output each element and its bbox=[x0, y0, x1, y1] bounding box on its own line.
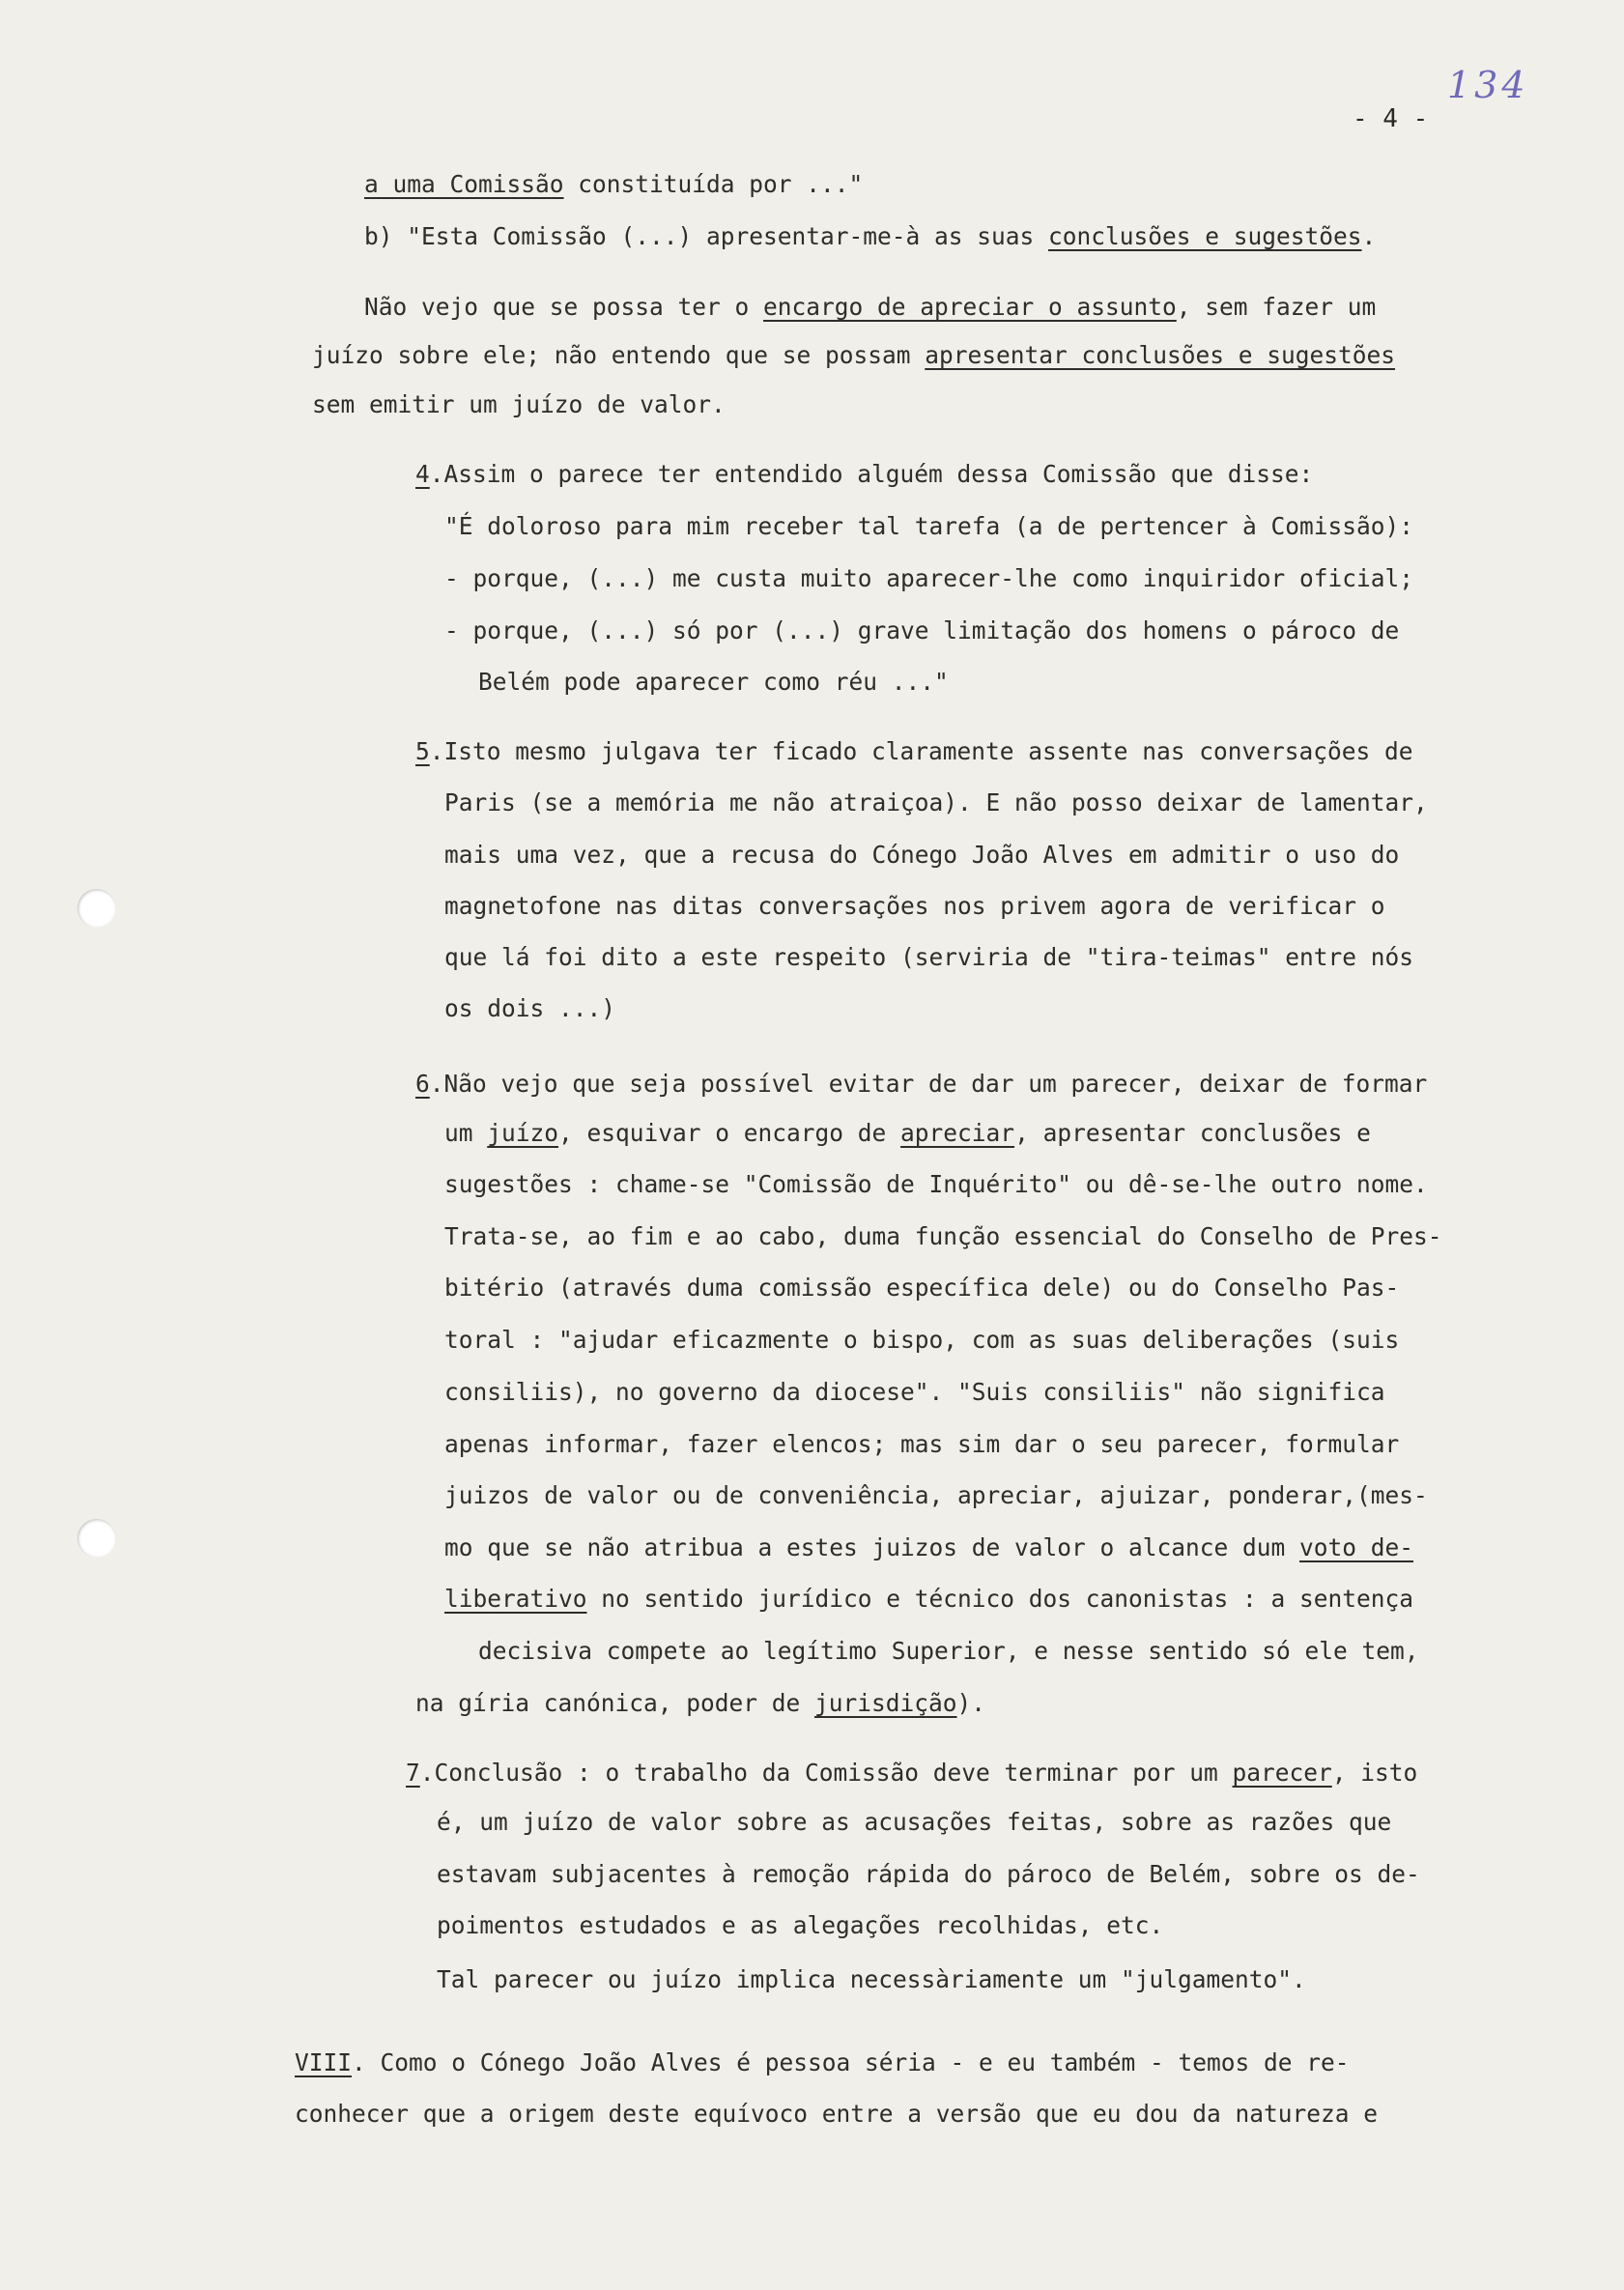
text-line: sem emitir um juízo de valor. bbox=[312, 390, 726, 418]
text-line: mo que se não atribua a estes juizos de valor o alcance dum voto de- bbox=[444, 1533, 1414, 1561]
paragraph-6-line: 6.Não vejo que seja possível evitar de dar um parecer, deixar de formar bbox=[415, 1070, 1428, 1098]
text-line: é, um juízo de valor sobre as acusações feitas, sobre as razões que bbox=[437, 1808, 1392, 1836]
quote-line: - porque, (...) me custa muito aparecer-lhe como inquiridor oficial; bbox=[444, 564, 1414, 592]
paragraph-5-line: 5.Isto mesmo julgava ter ficado claramente assente nas conversações de bbox=[415, 737, 1413, 765]
paragraph-4-line: 4.Assim o parece ter entendido alguém dessa Comissão que disse: bbox=[415, 460, 1314, 488]
paragraph-7-line: 7.Conclusão : o trabalho da Comissão deve terminar por um parecer, isto bbox=[406, 1759, 1418, 1787]
section-viii-line: VIII. Como o Cónego João Alves é pessoa séria - e eu também - temos de re- bbox=[295, 2048, 1350, 2076]
text-line: que lá foi dito a este respeito (serviria de "tira-teimas" entre nós bbox=[444, 943, 1414, 971]
text-line: magnetofone nas ditas conversações nos privem agora de verificar o bbox=[444, 892, 1385, 920]
text-line: juizos de valor ou de conveniência, apreciar, ajuizar, ponderar,(mes- bbox=[444, 1481, 1428, 1509]
text-line: liberativo no sentido jurídico e técnico dos canonistas : a sentença bbox=[444, 1585, 1414, 1613]
text-line: a uma Comissão constituída por ..." bbox=[364, 170, 864, 198]
text-line: conhecer que a origem deste equívoco entre a versão que eu dou da natureza e bbox=[295, 2100, 1379, 2128]
text-line: bitério (através duma comissão específica dele) ou do Conselho Pas- bbox=[444, 1274, 1400, 1302]
text-line: um juízo, esquivar o encargo de apreciar, apresentar conclusões e bbox=[444, 1119, 1371, 1147]
text-line: Paris (se a memória me não atraiçoa). E não posso deixar de lamentar, bbox=[444, 788, 1428, 816]
text-line: decisiva compete ao legítimo Superior, e nesse sentido só ele tem, bbox=[478, 1637, 1419, 1665]
text-line: mais uma vez, que a recusa do Cónego João Alves em admitir o uso do bbox=[444, 841, 1400, 869]
text-line: Tal parecer ou juízo implica necessàriamente um "julgamento". bbox=[437, 1965, 1306, 1993]
text-line: estavam subjacentes à remoção rápida do pároco de Belém, sobre os de- bbox=[437, 1860, 1420, 1888]
typed-page-number: - 4 - bbox=[1353, 104, 1429, 133]
text-line: juízo sobre ele; não entendo que se possam apresentar conclusões e sugestões bbox=[312, 341, 1396, 369]
text-line: Não vejo que se possa ter o encargo de apreciar o assunto, sem fazer um bbox=[364, 293, 1377, 321]
punch-hole-bottom bbox=[77, 1519, 116, 1558]
text-line: os dois ...) bbox=[444, 994, 616, 1022]
punch-hole-top bbox=[77, 889, 116, 928]
text-line: toral : "ajudar eficazmente o bispo, com as suas deliberações (suis bbox=[444, 1326, 1400, 1354]
quote-line: - porque, (...) só por (...) grave limitação dos homens o pároco de bbox=[444, 616, 1400, 644]
text-line: na gíria canónica, poder de jurisdição). bbox=[415, 1689, 986, 1717]
handwritten-page-number: 134 bbox=[1447, 64, 1529, 106]
text-line: Trata-se, ao fim e ao cabo, duma função essencial do Conselho de Pres- bbox=[444, 1222, 1442, 1250]
quote-line: "É doloroso para mim receber tal tarefa (a de pertencer à Comissão): bbox=[444, 512, 1414, 540]
text-line: poimentos estudados e as alegações recolhidas, etc. bbox=[437, 1911, 1164, 1939]
text-line: apenas informar, fazer elencos; mas sim dar o seu parecer, formular bbox=[444, 1430, 1400, 1458]
text-line: sugestões : chame-se "Comissão de Inquérito" ou dê-se-lhe outro nome. bbox=[444, 1170, 1428, 1198]
text-line: consiliis), no governo da diocese". "Suis consiliis" não significa bbox=[444, 1378, 1385, 1406]
quote-line: Belém pode aparecer como réu ..." bbox=[478, 668, 949, 696]
text-line: b) "Esta Comissão (...) apresentar-me-à as suas conclusões e sugestões. bbox=[364, 222, 1377, 250]
